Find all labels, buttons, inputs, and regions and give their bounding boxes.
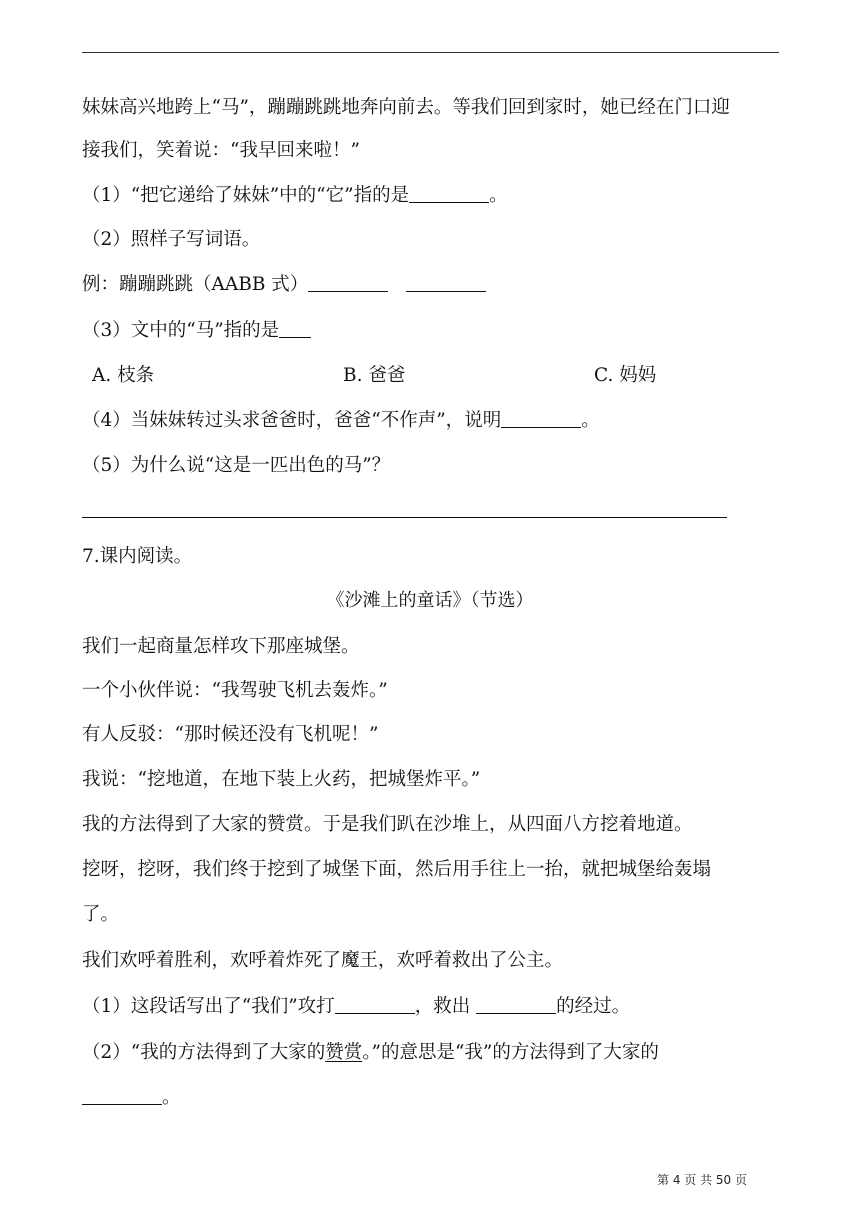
example-text: 例：蹦蹦跳跳（AABB 式） (82, 274, 309, 295)
answer-blank[interactable] (406, 273, 486, 292)
passage-line: 一个小伙伴说：“我驾驶飞机去轰炸。” (82, 680, 388, 701)
question-4 (82, 408, 600, 434)
section7-question-2 (82, 1040, 659, 1066)
option-b[interactable]: B. 爸爸 (343, 365, 406, 386)
passage-title: 《沙滩上的童话》（节选） (326, 590, 534, 611)
answer-blank[interactable] (279, 319, 311, 338)
section7-question-2-answer (82, 1085, 181, 1111)
question-text: （1）“把它递给了妹妹”中的“它”指的是 (82, 185, 410, 206)
option-a[interactable]: A. 枝条 (92, 365, 155, 386)
answer-blank[interactable] (409, 184, 489, 203)
passage-line: 挖呀，挖呀，我们终于挖到了城堡下面，然后用手往上一抬，就把城堡给轰塌 (82, 859, 712, 880)
passage-line: 有人反驳：“那时候还没有飞机呢！” (82, 724, 379, 745)
passage-line: 了。 (82, 904, 120, 925)
text-line: 妹妹高兴地跨上“马”，蹦蹦跳跳地奔向前去。等我们回到家时，她已经在门口迎 (82, 97, 730, 118)
option-c[interactable]: C. 妈妈 (594, 365, 657, 386)
question-text: （3）文中的“马”指的是 (82, 320, 280, 341)
punctuation: 。 (162, 1087, 181, 1108)
answer-line[interactable] (82, 517, 727, 518)
section7-question-1 (82, 994, 630, 1020)
passage-line: 我们欢呼着胜利，欢呼着炸死了魔王，欢呼着救出了公主。 (82, 950, 564, 971)
text-line: 接我们，笑着说：“我早回来啦！” (82, 140, 360, 161)
answer-blank[interactable] (476, 995, 556, 1014)
question-text: （2）“我的方法得到了大家的 (82, 1042, 326, 1063)
question-2: （2）照样子写词语。 (82, 229, 261, 250)
punctuation: 。 (489, 185, 508, 206)
question-text: ，救出 (414, 996, 477, 1017)
question-2-example (82, 272, 486, 298)
passage-line: 我的方法得到了大家的赞赏。于是我们趴在沙堆上，从四面八方挖着地道。 (82, 814, 693, 835)
answer-blank[interactable] (82, 1086, 162, 1105)
question-3 (82, 318, 311, 344)
passage-line: 我说：“挖地道，在地下装上火药，把城堡炸平。” (82, 769, 481, 790)
answer-blank[interactable] (501, 409, 581, 428)
page-number: 第 4 页 共 50 页 (657, 1173, 747, 1187)
question-text: 的经过。 (556, 996, 631, 1017)
answer-blank[interactable] (308, 273, 388, 292)
question-text: 。”的意思是“我”的方法得到了大家的 (362, 1042, 659, 1063)
question-text: （4）当妹妹转过头求爸爸时，爸爸“不作声”，说明 (82, 410, 502, 431)
punctuation: 。 (581, 410, 600, 431)
section-heading: 7.课内阅读。 (82, 546, 193, 567)
answer-blank[interactable] (335, 995, 415, 1014)
passage-line: 我们一起商量怎样攻下那座城堡。 (82, 636, 360, 657)
underlined-word: 赞赏 (325, 1042, 363, 1063)
question-5: （5）为什么说“这是一匹出色的马”？ (82, 455, 391, 476)
question-text: （1）这段话写出了“我们”攻打 (82, 996, 335, 1017)
header-rule (82, 52, 779, 53)
question-1 (82, 183, 508, 209)
